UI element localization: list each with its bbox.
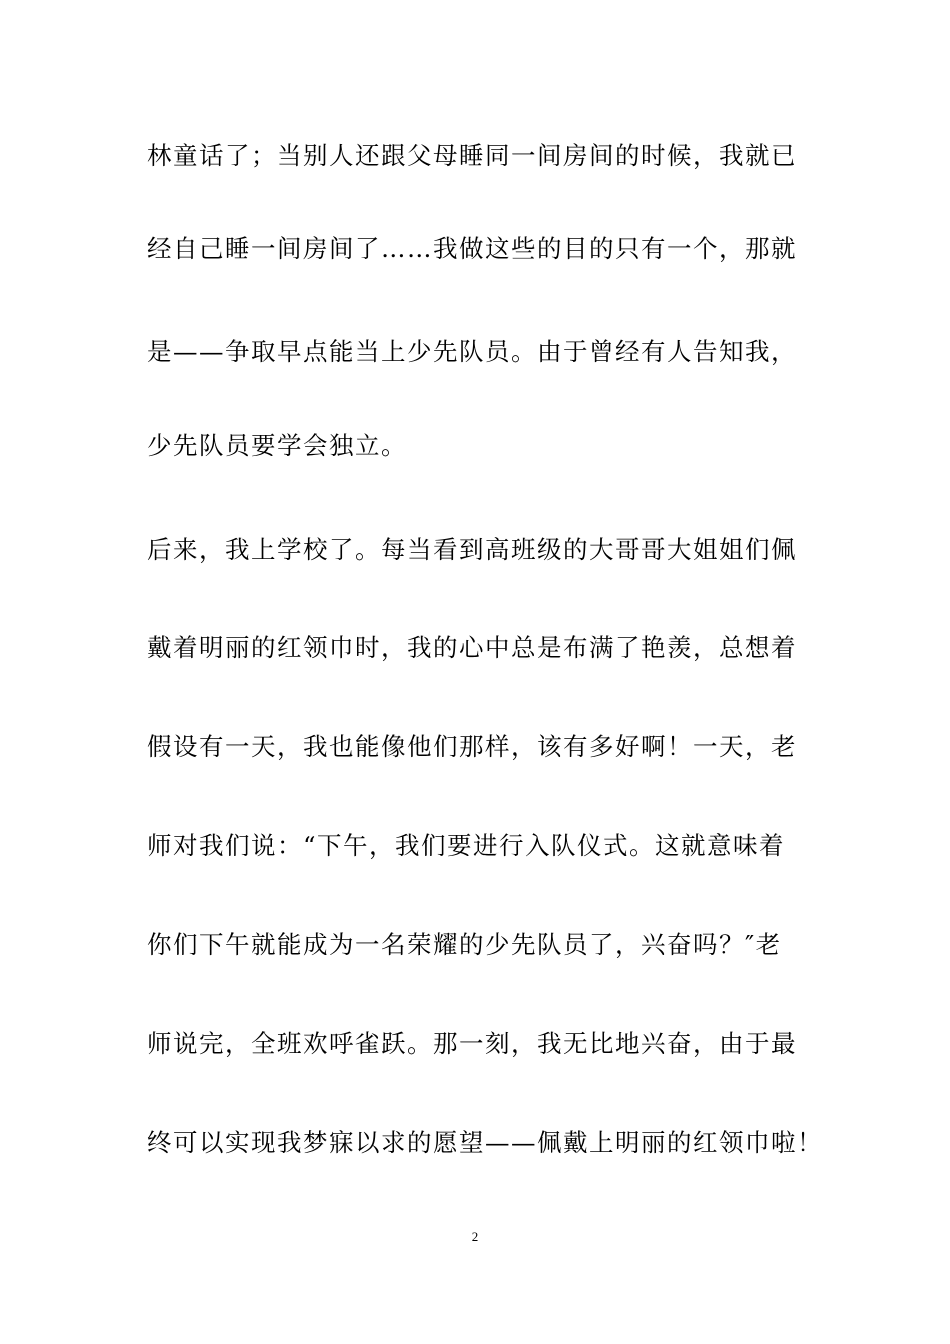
- text-line: 终可以实现我梦寐以求的愿望——佩戴上明丽的红领巾啦！: [147, 1128, 823, 1157]
- text-line: 林童话了；当别人还跟父母睡同一间房间的时候，我就已: [147, 141, 797, 170]
- text-line: 经自己睡一间房间了……我做这些的目的只有一个，那就: [147, 234, 797, 263]
- text-line: 师对我们说：“下午，我们要进行入队仪式。这就意味着: [147, 831, 786, 860]
- text-line: 师说完，全班欢呼雀跃。那一刻，我无比地兴奋，由于最: [147, 1029, 797, 1058]
- text-line: 少先队员要学会独立。: [147, 431, 407, 460]
- text-line: 你们下午就能成为一名荣耀的少先队员了，兴奋吗？″老: [147, 930, 782, 959]
- text-line: 后来，我上学校了。每当看到高班级的大哥哥大姐姐们佩: [147, 535, 797, 564]
- text-line: 戴着明丽的红领巾时，我的心中总是布满了艳羡，总想着: [147, 633, 797, 662]
- text-line: 假设有一天，我也能像他们那样，该有多好啊！一天，老: [147, 732, 797, 761]
- page-number: 2: [471, 1229, 479, 1244]
- text-line: 是——争取早点能当上少先队员。由于曾经有人告知我，: [147, 337, 797, 366]
